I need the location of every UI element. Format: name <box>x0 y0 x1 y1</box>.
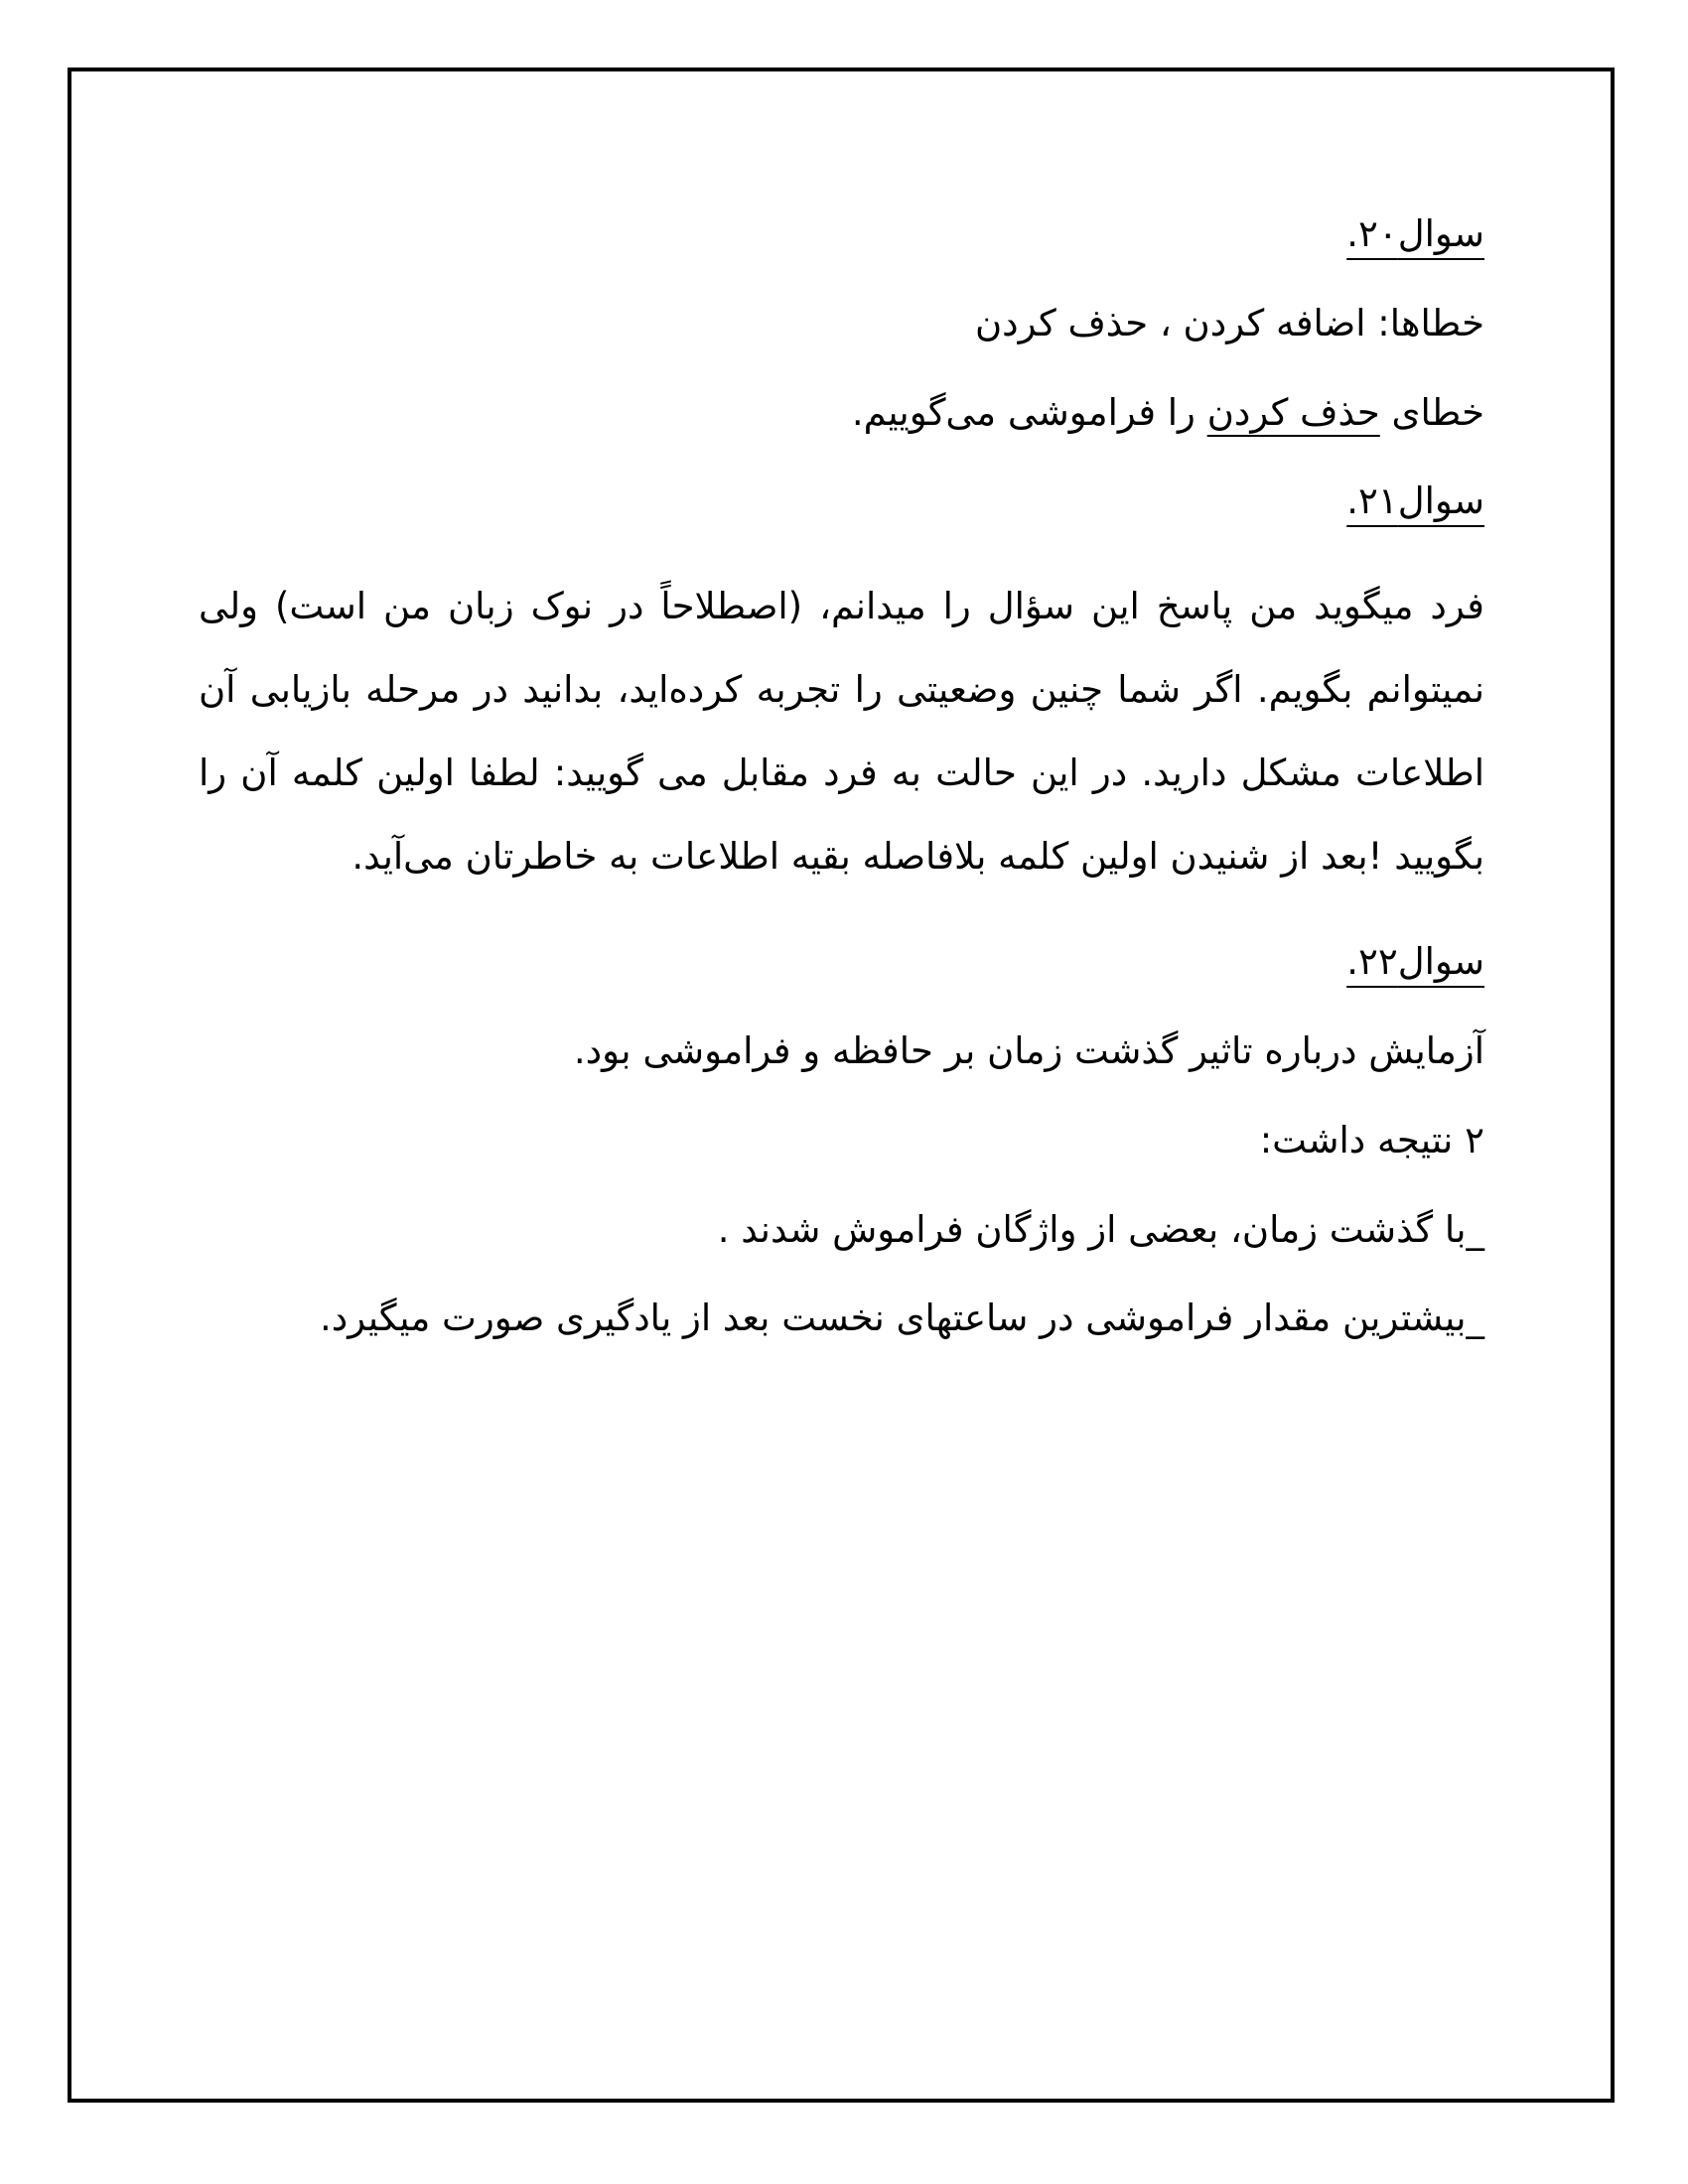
forgetting-definition-line <box>199 387 1484 439</box>
experiment-line: آزمایش درباره تاثیر گذشت زمان بر حافظه و فراموشی بود. <box>573 1028 1484 1072</box>
tip-of-tongue-paragraph: فرد میگوید من پاسخ این سؤال را میدانم، (اصطلاحاً در نوک زبان من است) ولی نمیتوانم بگویم. اگر شما چنین وضعیتی را تجربه کرده‌اید، بدانید در مرحله بازیابی آن اطلاعات مشکل دارید. در این حالت به فرد مقابل می گویید: لطفا اولین کلمه آن را بگویید !بعد از شنیدن اولین کلمه بلافاصله بقیه اطلاعات به خاطرتان می‌آید. <box>199 585 1484 879</box>
results-intro-line: ۲ نتیجه داشت: <box>1259 1118 1484 1161</box>
deletion-term: حذف کردن <box>1206 390 1380 434</box>
forgetting-suffix: را فراموشی می‌گوییم. <box>851 390 1207 434</box>
question-20-section <box>199 208 1484 438</box>
result-item-2: _بیشترین مقدار فراموشی در ساعتهای نخست بعد از یادگیری صورت میگیرد. <box>320 1297 1484 1340</box>
question-21-heading: سوال۲۱. <box>1346 479 1484 523</box>
question-21-section <box>199 476 1484 898</box>
forgetting-prefix: خطای <box>1379 390 1484 434</box>
question-20-heading: سوال۲۰. <box>1346 212 1484 255</box>
question-22-heading: سوال۲۲. <box>1346 940 1484 984</box>
document-body <box>199 208 1484 1344</box>
result-item-1: _با گذشت زمان، بعضی از واژگان فراموش شدند . <box>717 1207 1484 1251</box>
question-22-section <box>199 936 1484 1344</box>
errors-line: خطاها: اضافه کردن ، حذف کردن <box>975 301 1484 344</box>
